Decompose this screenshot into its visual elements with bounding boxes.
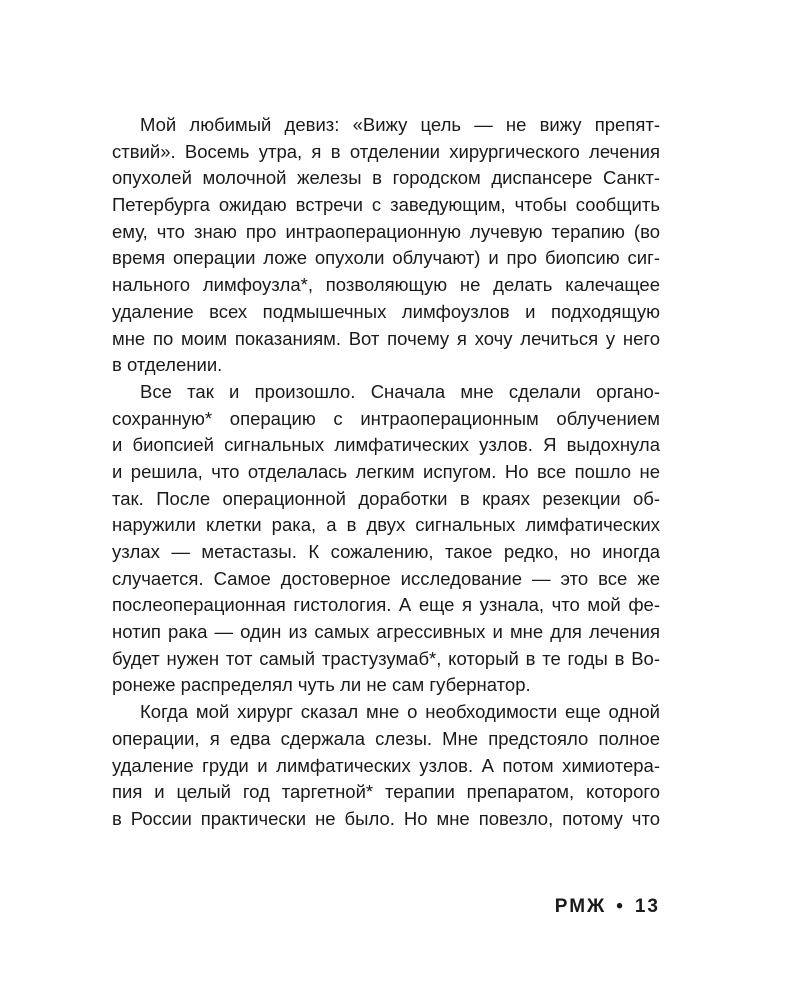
text-line: ему, что знаю про интраоперационную лучевую терапию (во — [112, 220, 660, 242]
text-line: послеоперационная гистология. А еще я узнала, что мой фе- — [112, 594, 660, 616]
text-line: нотип рака — один из самых агрессивных и мне для лечения — [112, 621, 660, 643]
text-line: удаление груди и лимфатических узлов. А потом химиотера- — [112, 754, 660, 776]
text-line: пия и целый год таргетной* терапии препаратом, которого — [112, 781, 660, 803]
text-line: время операции ложе опухоли облучают) и про биопсию сиг- — [112, 247, 660, 269]
text-line: операции, я едва сдержала слезы. Мне предстояло полное — [112, 727, 660, 749]
text-line: удаление всех подмышечных лимфоузлов и подходящую — [112, 300, 660, 322]
text-line: в отделении. — [112, 354, 223, 376]
page-number: 13 — [634, 896, 660, 917]
text-line: ствий». Восемь утра, я в отделении хирургического лечения — [112, 140, 660, 162]
text-line: Петербурга ожидаю встречи с заведующим, чтобы сообщить — [112, 194, 660, 216]
text-line: случается. Самое достоверное исследование — это все же — [112, 567, 660, 589]
text-line: наружили клетки рака, а в двух сигнальных лимфатических — [112, 514, 660, 536]
text-line: будет нужен тот самый трастузумаб*, который в те годы в Во- — [112, 647, 660, 669]
text-line: нального лимфоузла*, позволяющую не делать калечащее — [112, 274, 660, 296]
text-line: Все так и произошло. Сначала мне сделали органо- — [140, 380, 660, 402]
text-line: Когда мой хирург сказал мне о необходимости еще одной — [140, 701, 660, 723]
footer-separator: • — [616, 896, 625, 917]
paragraph-1 — [112, 112, 660, 379]
text-line: и решила, что отделалась легким испугом. Но все пошло не — [112, 460, 660, 482]
page-body — [112, 112, 660, 833]
text-line: сохранную* операцию с интраоперационным облучением — [112, 407, 660, 429]
paragraph-3 — [112, 699, 660, 832]
text-line: и биопсией сигнальных лимфатических узлов. Я выдохнула — [112, 434, 660, 456]
running-header-section: РМЖ — [554, 896, 607, 917]
text-line: так. После операционной доработки в краях резекции об- — [112, 487, 660, 509]
text-line: опухолей молочной железы в городском диспансере Санкт- — [112, 167, 660, 189]
text-line: Мой любимый девиз: «Вижу цель — не вижу препят- — [140, 114, 660, 135]
paragraph-2 — [112, 379, 660, 699]
text-line: в России практически не было. Но мне повезло, потому что — [112, 807, 660, 829]
text-line: ронеже распределял чуть ли не сам губернатор. — [112, 674, 531, 696]
text-line: узлах — метастазы. К сожалению, такое редко, но иногда — [112, 541, 660, 562]
text-line: мне по моим показаниям. Вот почему я хочу лечиться у него — [112, 327, 660, 349]
page-footer — [555, 896, 660, 918]
